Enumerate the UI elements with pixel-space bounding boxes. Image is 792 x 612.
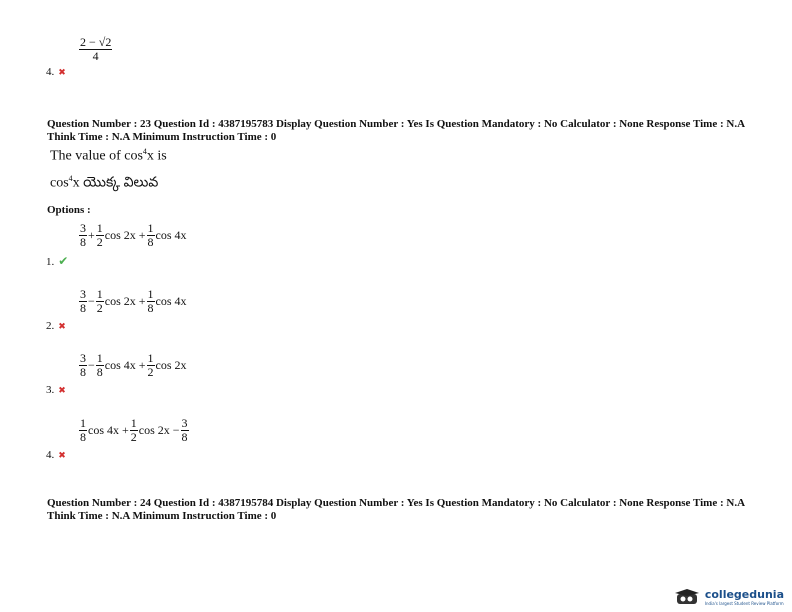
cross-icon: ✖ xyxy=(58,449,66,460)
question-23-text-english xyxy=(50,147,167,165)
collegedunia-logo xyxy=(673,588,784,606)
question-23-meta: Question Number : 23 Question Id : 4387195783 Display Question Number : Yes Is Question Mandatory : No Calculator : None Response Time : N.A Think Time : N.A Minimum Instruction Time : 0 xyxy=(47,118,745,143)
numerator: 1 xyxy=(96,287,103,301)
numerator: 1 xyxy=(80,416,86,430)
term: + xyxy=(88,228,95,242)
denominator: 8 xyxy=(80,365,86,379)
question-24-meta: Question Number : 24 Question Id : 4387195784 Display Question Number : Yes Is Question Mandatory : No Calculator : None Response Time : N.A Think Time : N.A Minimum Instruction Time : 0 xyxy=(47,497,745,522)
option-4-expression xyxy=(78,417,190,444)
fraction xyxy=(181,417,189,444)
denominator: 2 xyxy=(147,365,154,379)
numerator: 1 xyxy=(96,351,103,365)
numerator: 1 xyxy=(147,287,154,301)
term: cos 4x xyxy=(155,294,187,308)
numerator: 3 xyxy=(80,351,86,365)
fraction xyxy=(147,288,155,315)
prev-option-4 xyxy=(46,66,66,78)
term: cos 4x + xyxy=(88,423,129,437)
text: x యొక్క విలువ xyxy=(72,175,159,191)
denominator: 2 xyxy=(96,235,103,249)
term: cos 2x + xyxy=(104,294,146,308)
term: − xyxy=(88,358,95,372)
cross-icon: ✖ xyxy=(58,320,66,331)
option-1-expression xyxy=(78,222,187,249)
option-number: 4. xyxy=(46,449,55,461)
denominator: 4 xyxy=(92,49,99,63)
denominator: 2 xyxy=(96,301,103,315)
fraction xyxy=(96,222,104,249)
numerator: 3 xyxy=(80,287,86,301)
fraction xyxy=(79,222,87,249)
numerator: 1 xyxy=(147,351,154,365)
term: − xyxy=(88,294,95,308)
denominator: 2 xyxy=(130,430,137,444)
check-icon: ✔ xyxy=(58,254,69,268)
logo-name: collegedunia xyxy=(704,588,784,601)
fraction xyxy=(79,417,87,444)
fraction xyxy=(96,352,104,379)
options-label: Options : xyxy=(47,204,91,216)
numerator: 1 xyxy=(147,221,154,235)
option-number: 3. xyxy=(46,384,55,396)
fraction xyxy=(79,288,87,315)
option-4 xyxy=(46,449,66,461)
denominator: 8 xyxy=(147,235,154,249)
option-number: 4. xyxy=(46,66,55,78)
cross-icon: ✖ xyxy=(58,66,66,77)
text: The value of cos xyxy=(50,148,143,164)
option-2-expression xyxy=(78,288,187,315)
superscript: 4 xyxy=(68,174,73,183)
fraction xyxy=(96,288,104,315)
mascot-icon xyxy=(673,588,701,606)
numerator: 3 xyxy=(181,416,188,430)
fraction xyxy=(79,352,87,379)
question-23-text-telugu xyxy=(50,174,158,194)
numerator: 1 xyxy=(130,416,137,430)
cross-icon: ✖ xyxy=(58,384,66,395)
prev-option-4-expression xyxy=(78,36,113,63)
fraction xyxy=(147,352,155,379)
option-3 xyxy=(46,384,66,396)
option-3-expression xyxy=(78,352,187,379)
denominator: 8 xyxy=(80,430,86,444)
logo-tagline: India's largest Student Review Platform xyxy=(704,601,784,606)
numerator: 3 xyxy=(80,221,86,235)
denominator: 8 xyxy=(80,235,86,249)
text: cos xyxy=(50,175,69,191)
term: cos 2x + xyxy=(104,228,146,242)
superscript: 4 xyxy=(142,147,147,156)
numerator: 2 − √2 xyxy=(80,35,112,49)
option-number: 1. xyxy=(46,255,55,268)
option-1 xyxy=(46,254,68,269)
denominator: 8 xyxy=(80,301,86,315)
fraction xyxy=(130,417,138,444)
denominator: 8 xyxy=(181,430,188,444)
denominator: 8 xyxy=(96,365,103,379)
fraction xyxy=(147,222,155,249)
numerator: 1 xyxy=(96,221,103,235)
term: cos 4x xyxy=(155,228,187,242)
option-2 xyxy=(46,320,66,332)
option-number: 2. xyxy=(46,320,55,332)
text: x is xyxy=(146,148,167,164)
term: cos 2x xyxy=(155,358,187,372)
term: cos 4x + xyxy=(104,358,146,372)
term: cos 2x − xyxy=(138,423,180,437)
denominator: 8 xyxy=(147,301,154,315)
